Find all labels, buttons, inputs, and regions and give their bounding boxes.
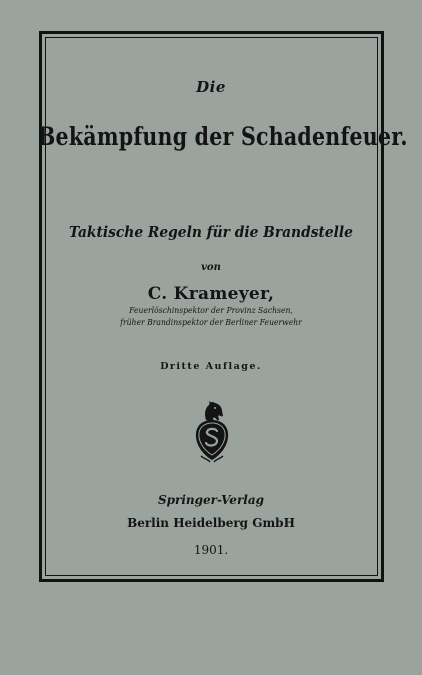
book-title: Bekämpfung der Schadenfeuer. <box>37 122 408 151</box>
author-name: C. Krameyer, <box>147 284 275 304</box>
publisher-cities: Berlin Heidelberg GmbH <box>127 516 295 530</box>
author-role-2: früher Brandinspektor der Berliner Feuerwehr <box>120 318 302 328</box>
pre-title: Die <box>196 78 226 96</box>
springer-knight-emblem-icon <box>189 398 235 464</box>
edition-label: Dritte Auflage. <box>160 361 262 372</box>
book-subtitle: Taktische Regeln für die Brandstelle <box>69 223 353 241</box>
by-label: von <box>201 262 221 273</box>
publication-year: 1901. <box>193 543 229 557</box>
author-role-1: Feuerlöschinspektor der Provinz Sachsen, <box>129 306 293 316</box>
publisher-name: Springer-Verlag <box>157 493 264 507</box>
